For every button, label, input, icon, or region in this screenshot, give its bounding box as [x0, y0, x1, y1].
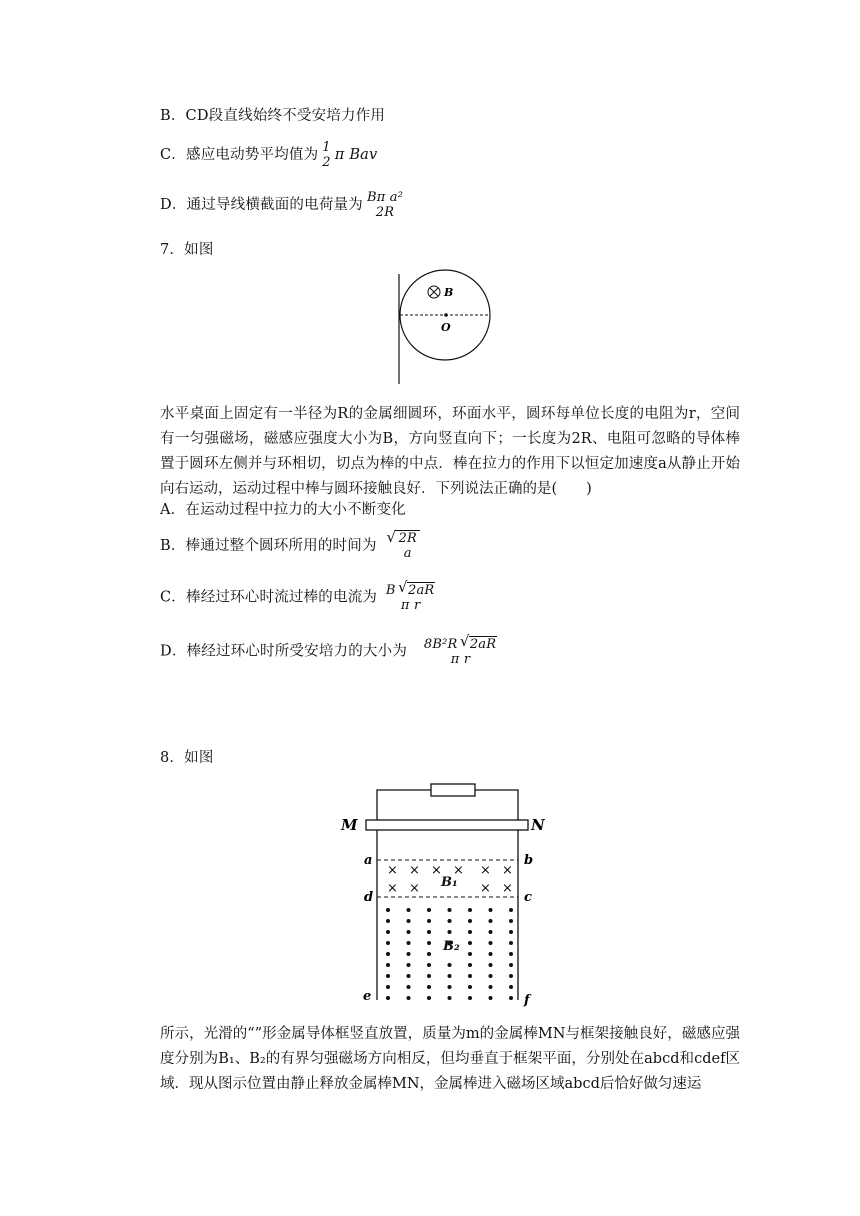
dot-mark — [427, 952, 431, 956]
label-b2: B₂ — [443, 939, 460, 954]
q6-option-d-text: D．通过导线横截面的电荷量为 — [160, 197, 363, 213]
dot-mark — [489, 974, 493, 978]
q7-option-b-sqrt — [395, 530, 419, 561]
dot-mark — [509, 985, 513, 989]
dot-mark — [407, 985, 411, 989]
dot-mark — [427, 985, 431, 989]
q8-figure — [335, 780, 545, 1012]
dot-mark — [489, 963, 493, 967]
dot-mark — [386, 963, 390, 967]
field-b2-dots — [386, 908, 513, 1000]
dot-mark — [386, 919, 390, 923]
dot-mark — [509, 974, 513, 978]
q7-option-d-fraction — [422, 636, 499, 667]
cross-mark: × — [409, 881, 420, 896]
cross-mark: × — [431, 863, 442, 878]
fig-label-b: B — [444, 286, 454, 299]
dot-mark — [407, 930, 411, 934]
dot-mark — [509, 908, 513, 912]
dot-mark — [427, 930, 431, 934]
label-a: a — [364, 853, 373, 868]
dot-mark — [468, 930, 472, 934]
q7-stem: 水平桌面上固定有一半径为R的金属细圆环，环面水平，圆环每单位长度的电阻为r，空间有一匀强磁场，磁感应强度大小为B，方向竖直向下；一长度为2R、电阻可忽略的导体棒置于圆环左侧并与环相切，切点为棒的中点．棒在拉力的作用下以恒定加速度a从静止开始向右运动，运动过程中棒与圆环接触良好．下列说法正确的是( ) — [160, 406, 740, 497]
top-wire-left — [377, 790, 431, 820]
q6-option-c — [160, 140, 377, 170]
fig-label-o: O — [441, 321, 451, 334]
metal-rod-mn — [366, 820, 528, 830]
dot-mark — [386, 974, 390, 978]
numerator-b: B — [385, 583, 396, 598]
dot-mark — [468, 963, 472, 967]
dot-mark — [386, 985, 390, 989]
dot-mark — [386, 908, 390, 912]
dot-mark — [448, 919, 452, 923]
dot-mark — [407, 974, 411, 978]
fraction-numerator: √ 2R — [398, 531, 417, 546]
dot-mark — [427, 963, 431, 967]
q7-option-b-text: B．棒通过整个圆环所用的时间为 — [160, 538, 377, 554]
q8-heading: 8．如图 — [160, 750, 214, 766]
dot-mark — [468, 941, 472, 945]
fraction-denominator: a — [403, 546, 412, 561]
dot-mark — [407, 952, 411, 956]
cross-mark: × — [480, 863, 491, 878]
dot-mark — [427, 996, 431, 1000]
dot-mark — [407, 919, 411, 923]
dot-mark — [468, 974, 472, 978]
top-wire-right — [475, 790, 518, 820]
label-d: d — [364, 890, 374, 905]
dot-mark — [489, 930, 493, 934]
fraction-denominator: π r — [450, 652, 471, 667]
q6-option-c-text: C．感应电动势平均值为 — [160, 147, 319, 163]
dot-mark — [386, 930, 390, 934]
dot-mark — [509, 952, 513, 956]
fraction-denominator: 2R — [375, 205, 395, 220]
cross-mark: × — [480, 881, 491, 896]
dot-mark — [386, 996, 390, 1000]
dot-mark — [468, 996, 472, 1000]
q7-option-d-text: D．棒经过环心时所受安培力的大小为 — [160, 643, 408, 660]
q6-option-d-fraction — [365, 190, 405, 220]
q6-option-d — [160, 190, 407, 220]
q7-option-c — [160, 582, 439, 613]
cross-mark: × — [453, 863, 464, 878]
cross-mark: × — [387, 863, 398, 878]
q8-stem: 所示，光滑的“”形金属导体框竖直放置，质量为m的金属棒MN与框架接触良好，磁感应强度分别为B₁、B₂的有界匀强磁场方向相反，但均垂直于框架平面，分别处在abcd和cdef区域．现从图示位置由静止释放金属棒MN，金属棒进入磁场区域abcd后恰好做匀速运 — [160, 1026, 740, 1092]
dot-mark — [468, 952, 472, 956]
dot-mark — [427, 908, 431, 912]
cross-mark: × — [387, 881, 398, 896]
numerator-sqrt: √ 2aR — [469, 636, 497, 652]
dot-mark — [448, 908, 452, 912]
dot-mark — [509, 963, 513, 967]
dot-mark — [448, 930, 452, 934]
dot-mark — [386, 952, 390, 956]
q7-heading: 7．如图 — [160, 242, 214, 258]
fraction-denominator: π r — [400, 598, 421, 613]
q7-option-c-text: C．棒经过环心时流过棒的电流为 — [160, 589, 378, 606]
label-b1: B₁ — [441, 875, 458, 890]
dot-mark — [509, 941, 513, 945]
q7-option-b — [160, 530, 420, 561]
dot-mark — [407, 908, 411, 912]
cross-mark: × — [409, 863, 420, 878]
dot-mark — [448, 963, 452, 967]
center-point — [444, 313, 448, 317]
dot-mark — [427, 974, 431, 978]
label-c: c — [524, 890, 532, 905]
fraction-numerator: 1 — [322, 140, 331, 155]
dot-mark — [489, 919, 493, 923]
numerator-term: 8B²R — [423, 637, 458, 652]
dot-mark — [407, 996, 411, 1000]
dot-mark — [489, 996, 493, 1000]
dot-mark — [509, 919, 513, 923]
dot-mark — [509, 930, 513, 934]
dot-mark — [448, 996, 452, 1000]
label-b: b — [524, 853, 534, 868]
q7-option-d — [160, 636, 501, 667]
q7-figure — [385, 268, 505, 388]
label-f: f — [524, 993, 530, 1008]
q6-option-c-expr: π Bav — [334, 147, 378, 163]
dot-mark — [427, 919, 431, 923]
dot-mark — [448, 985, 452, 989]
dot-mark — [468, 908, 472, 912]
label-n: N — [531, 816, 545, 834]
q7-option-a: A．在运动过程中拉力的大小不断变化 — [160, 502, 406, 518]
field-into-page-icon — [428, 286, 440, 298]
numerator-sqrt: √ 2aR — [407, 582, 435, 598]
dot-mark — [489, 985, 493, 989]
dot-mark — [489, 908, 493, 912]
resistor-icon — [431, 784, 475, 796]
dot-mark — [407, 963, 411, 967]
label-e: e — [363, 989, 372, 1004]
dot-mark — [489, 941, 493, 945]
q6-option-c-fraction — [320, 140, 332, 170]
dot-mark — [468, 985, 472, 989]
dot-mark — [427, 941, 431, 945]
dot-mark — [509, 996, 513, 1000]
fraction-denominator: 2 — [322, 155, 331, 170]
label-m: M — [341, 816, 358, 834]
fraction-numerator: Bπ a² — [366, 190, 404, 205]
dot-mark — [448, 974, 452, 978]
dot-mark — [468, 919, 472, 923]
cross-mark: × — [502, 881, 513, 896]
dot-mark — [489, 952, 493, 956]
cross-mark: × — [502, 863, 513, 878]
q6-option-b: B．CD段直线始终不受安培力作用 — [160, 108, 386, 124]
dot-mark — [407, 941, 411, 945]
dot-mark — [386, 941, 390, 945]
q7-option-c-fraction — [384, 582, 438, 613]
